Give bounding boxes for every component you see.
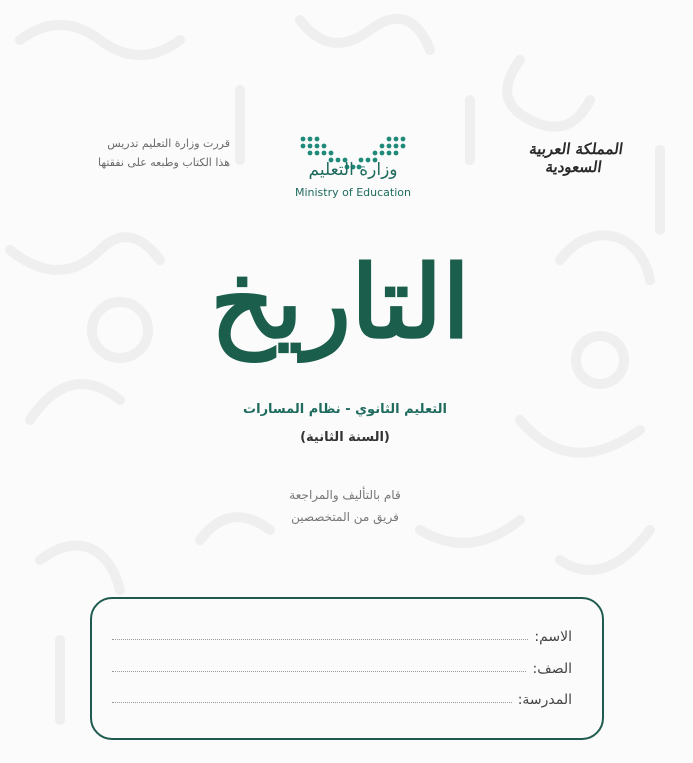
kingdom-calligraphy: المملكة العربية السعودية: [528, 140, 625, 176]
class-row: [112, 655, 572, 677]
track-subtitle: التعليم الثانوي - نظام المسارات: [243, 402, 447, 417]
book-title: التاريخ: [210, 243, 470, 361]
school-field[interactable]: [112, 702, 512, 703]
decree-line-1: قررت وزارة التعليم تدريس: [107, 137, 230, 150]
decree-line-2: هذا الكتاب وطبعه على نفقتها: [97, 156, 230, 169]
name-label: الاسم:: [534, 629, 572, 645]
authors-line-1: قام بالتأليف والمراجعة: [289, 488, 401, 502]
school-label: المدرسة:: [517, 692, 572, 708]
class-label: الصف:: [532, 661, 572, 677]
name-field[interactable]: [112, 639, 528, 640]
class-field[interactable]: [112, 671, 526, 672]
year-subtitle: (السنة الثانية): [300, 430, 390, 445]
school-row: [112, 686, 572, 708]
authors-line-2: فريق من المتخصصين: [291, 510, 399, 524]
name-row: [112, 623, 572, 645]
ministry-name-english: Ministry of Education: [294, 186, 411, 199]
decree-note: [40, 134, 230, 172]
student-info-box: [90, 597, 604, 740]
ministry-name-arabic: وزارة التعليم: [308, 160, 398, 180]
authors-credit: [220, 484, 470, 528]
